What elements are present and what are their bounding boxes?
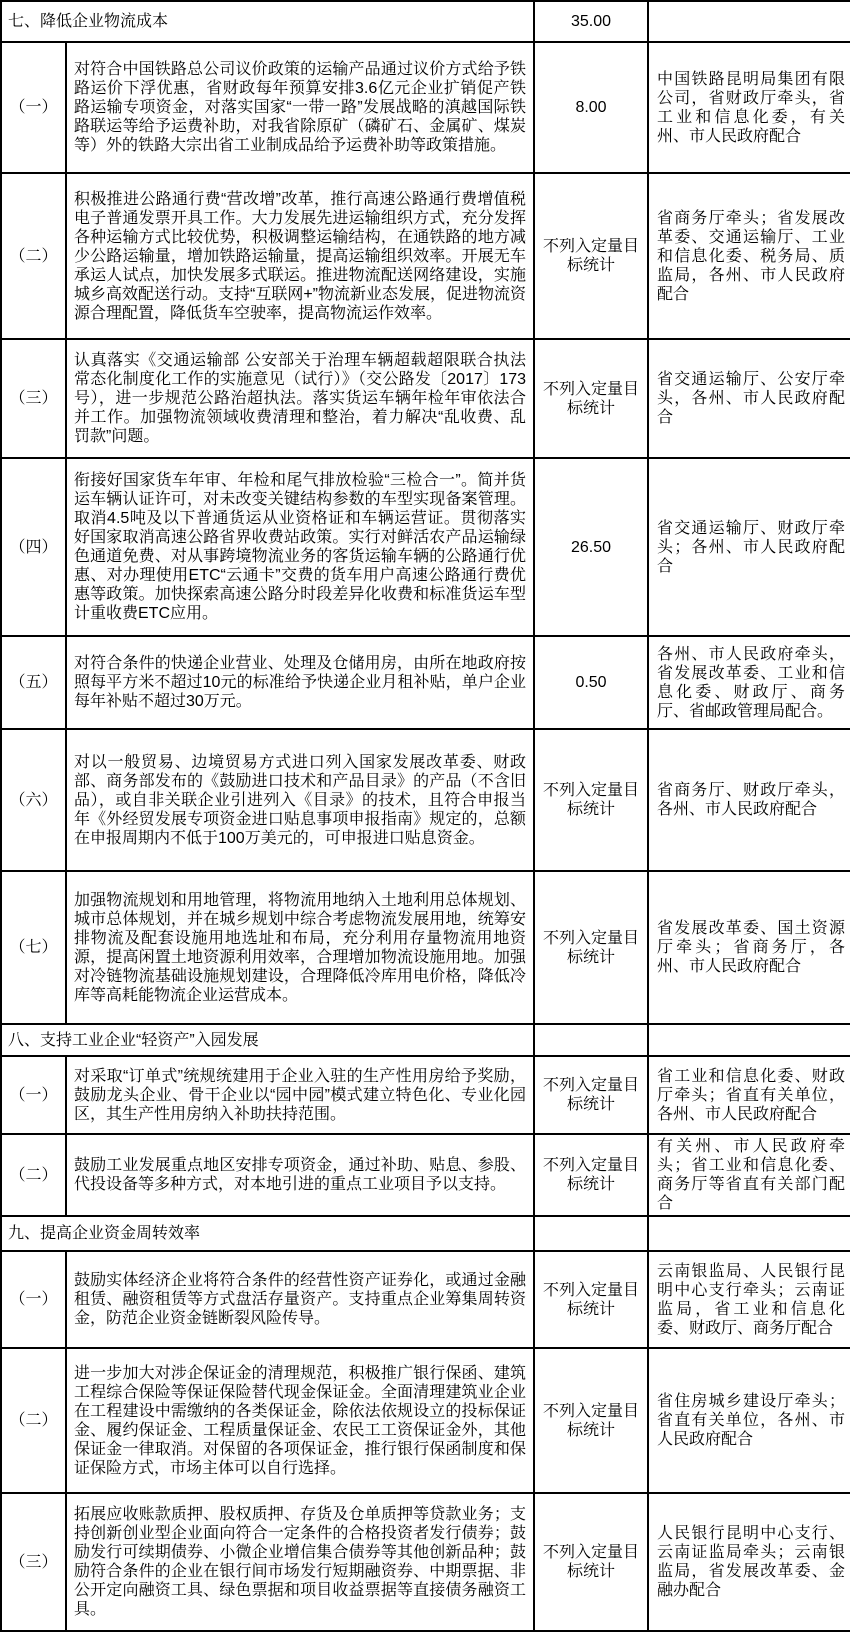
- responsible-departments: 人民银行昆明中心支行、云南证监局牵头；云南银监局，省发展改革委、金融办配合: [648, 1493, 850, 1631]
- amount-value: 不列入定量目标统计: [534, 871, 648, 1024]
- responsible-departments: 省商务厅牵头；省发展改革委、交通运输厅、工业和信息化委、税务局、质监局，各州、市人民政府配合: [648, 173, 850, 339]
- section-title: 八、支持工业企业“轻资产”入园发展: [1, 1024, 534, 1056]
- responsible-departments: 省交通运输厅、公安厅牵头，各州、市人民政府配合: [648, 339, 850, 458]
- measure-text: 对以一般贸易、边境贸易方式进口列入国家发展改革委、财政部、商务部发布的《鼓励进口技术和产品目录》的产品（不含旧品），或自非关联企业引进列入《目录》的技术，且符合申报当年《外经贸发展专项资金进口贴息事项申报指南》规定的，总额在申报周期内不低于100万美元的，可申报进口贴息资金。: [66, 729, 534, 871]
- section-amount: [534, 1216, 648, 1251]
- item-number: （六）: [1, 729, 66, 871]
- item-number: （二）: [1, 173, 66, 339]
- responsible-departments: 省商务厅、财政厅牵头，各州、市人民政府配合: [648, 729, 850, 871]
- table-row: [1, 871, 850, 1024]
- table-row: [1, 1251, 850, 1348]
- item-number: （二）: [1, 1134, 66, 1216]
- item-number: （一）: [1, 1056, 66, 1134]
- measure-text: 认真落实《交通运输部 公安部关于治理车辆超载超限联合执法常态化制度化工作的实施意见（试行）》（交公路发〔2017〕173号），进一步规范公路治超执法。落实货运车辆年检年审依法合并工作。加强物流领域收费清理和整治，着力解决“乱收费、乱罚款”问题。: [66, 339, 534, 458]
- responsible-departments: 各州、市人民政府牵头，省发展改革委、工业和信息化委、财政厅、商务厅、省邮政管理局配合。: [648, 636, 850, 729]
- table-row: [1, 42, 850, 173]
- amount-value: 不列入定量目标统计: [534, 1251, 648, 1348]
- measure-text: 加强物流规划和用地管理，将物流用地纳入土地利用总体规划、城市总体规划，并在城乡规划中综合考虑物流发展用地，统筹安排物流及配套设施用地选址和布局，充分利用存量物流用地资源，提高闲置土地资源利用效率，合理增加物流设施用地。加强对冷链物流基础设施规划建设，合理降低冷库用电价格，降低冷库等高耗能物流企业运营成本。: [66, 871, 534, 1024]
- table-row: [1, 1493, 850, 1631]
- measure-text: 拓展应收账款质押、股权质押、存货及仓单质押等贷款业务；支持创新创业型企业面向符合一定条件的合格投资者发行债券；鼓励发行可续期债券、小微企业增信集合债券等其他创新品种；鼓励符合条件的企业在银行间市场发行短期融资券、中期票据、非公开定向融资工具、绿色票据和项目收益票据等直接债务融资工具。: [66, 1493, 534, 1631]
- table-row: [1, 1134, 850, 1216]
- measure-text: 进一步加大对涉企保证金的清理规范，积极推广银行保函、建筑工程综合保险等保证保险替代现金保证金。全面清理建筑业企业在工程建设中需缴纳的各类保证金，除依法依规设立的投标保证金、履约保证金、工程质量保证金、农民工工资保证金外，其他保证金一律取消。对保留的各项保证金，推行银行保函制度和保证保险方式，市场主体可以自行选择。: [66, 1348, 534, 1493]
- responsible-departments: 云南银监局、人民银行昆明中心支行牵头；云南证监局，省工业和信息化委、财政厅、商务厅配合: [648, 1251, 850, 1348]
- responsible-departments: 省交通运输厅、财政厅牵头；各州、市人民政府配合: [648, 458, 850, 636]
- table-row: [1, 1056, 850, 1134]
- responsible-departments: 省发展改革委、国土资源厅牵头；省商务厅，各州、市人民政府配合: [648, 871, 850, 1024]
- item-number: （二）: [1, 1348, 66, 1493]
- responsible-departments: 有关州、市人民政府牵头；省工业和信息化委、商务厅等省直有关部门配合: [648, 1134, 850, 1216]
- responsible-departments: 中国铁路昆明局集团有限公司，省财政厅牵头，省工业和信息化委，有关州、市人民政府配合: [648, 42, 850, 173]
- table-row: [1, 173, 850, 339]
- section-row: [1, 1024, 850, 1056]
- amount-value: 0.50: [534, 636, 648, 729]
- section-title: 七、降低企业物流成本: [1, 1, 534, 42]
- section-row: [1, 1216, 850, 1251]
- measure-text: 对符合条件的快递企业营业、处理及仓储用房，由所在地政府按照每平方米不超过10元的标准给予快递企业月租补贴，单户企业每年补贴不超过30万元。: [66, 636, 534, 729]
- section-amount: [534, 1024, 648, 1056]
- item-number: （五）: [1, 636, 66, 729]
- amount-value: 不列入定量目标统计: [534, 1493, 648, 1631]
- amount-value: 8.00: [534, 42, 648, 173]
- section-title: 九、提高企业资金周转效率: [1, 1216, 534, 1251]
- item-number: （一）: [1, 1251, 66, 1348]
- table-row: [1, 636, 850, 729]
- item-number: （四）: [1, 458, 66, 636]
- amount-value: 不列入定量目标统计: [534, 1348, 648, 1493]
- section-departments: [648, 1024, 850, 1056]
- table-row: [1, 339, 850, 458]
- amount-value: 不列入定量目标统计: [534, 729, 648, 871]
- amount-value: 26.50: [534, 458, 648, 636]
- measure-text: 鼓励实体经济企业将符合条件的经营性资产证券化，或通过金融租赁、融资租赁等方式盘活存量资产。支持重点企业筹集周转资金，防范企业资金链断裂风险传导。: [66, 1251, 534, 1348]
- table-row: [1, 458, 850, 636]
- measure-text: 对符合中国铁路总公司议价政策的运输产品通过议价方式给予铁路运价下浮优惠，省财政每年预算安排3.6亿元企业扩销促产铁路运输专项资金，对落实国家“一带一路”发展战略的滇越国际铁路联运等给予运费补助，对我省除原矿（磷矿石、金属矿、煤炭等）外的铁路大宗出省工业制成品给予运费补助等政策措施。: [66, 42, 534, 173]
- measure-text: 积极推进公路通行费“营改增”改革，推行高速公路通行费增值税电子普通发票开具工作。大力发展先进运输组织方式，充分发挥各种运输方式比较优势，积极调整运输结构，在通铁路的地方减少公路运输量，增加铁路运输量，提高运输组织效率。开展无车承运人试点，加快发展多式联运。推进物流配送网络建设，实施城乡高效配送行动。支持“互联网+”物流新业态发展，促进物流资源合理配置，降低货车空驶率，提高物流运作效率。: [66, 173, 534, 339]
- table-row: [1, 729, 850, 871]
- section-departments: [648, 1216, 850, 1251]
- amount-value: 不列入定量目标统计: [534, 1134, 648, 1216]
- measure-text: 对采取“订单式”统规统建用于企业入驻的生产性用房给予奖励，鼓励龙头企业、骨干企业以“园中园”模式建立特色化、专业化园区，其生产性用房纳入补助扶持范围。: [66, 1056, 534, 1134]
- section-departments: [648, 1, 850, 42]
- item-number: （三）: [1, 1493, 66, 1631]
- table-row: [1, 1348, 850, 1493]
- item-number: （三）: [1, 339, 66, 458]
- responsible-departments: 省工业和信息化委、财政厅牵头；省直有关单位，各州、市人民政府配合: [648, 1056, 850, 1134]
- amount-value: 不列入定量目标统计: [534, 1056, 648, 1134]
- amount-value: 不列入定量目标统计: [534, 339, 648, 458]
- amount-value: 不列入定量目标统计: [534, 173, 648, 339]
- responsible-departments: 省住房城乡建设厅牵头；省直有关单位，各州、市人民政府配合: [648, 1348, 850, 1493]
- measure-text: 衔接好国家货车年审、年检和尾气排放检验“三检合一”。简并货运车辆认证许可，对未改变关键结构参数的车型实现备案管理。取消4.5吨及以下普通货运从业资格证和车辆运营证。贯彻落实好国家取消高速公路省界收费站政策。实行对鲜活农产品运输绿色通道免费、对从事跨境物流业务的客货运输车辆的公路通行优惠、对办理使用ETC“云通卡”交费的货车用户高速公路通行费优惠等政策。加快探索高速公路分时段差异化收费和标准货运车型计重收费ETC应用。: [66, 458, 534, 636]
- section-amount: 35.00: [534, 1, 648, 42]
- item-number: （一）: [1, 42, 66, 173]
- section-row: [1, 1, 850, 42]
- measure-text: 鼓励工业发展重点地区安排专项资金，通过补助、贴息、参股、代投设备等多种方式，对本地引进的重点工业项目予以支持。: [66, 1134, 534, 1216]
- item-number: （七）: [1, 871, 66, 1024]
